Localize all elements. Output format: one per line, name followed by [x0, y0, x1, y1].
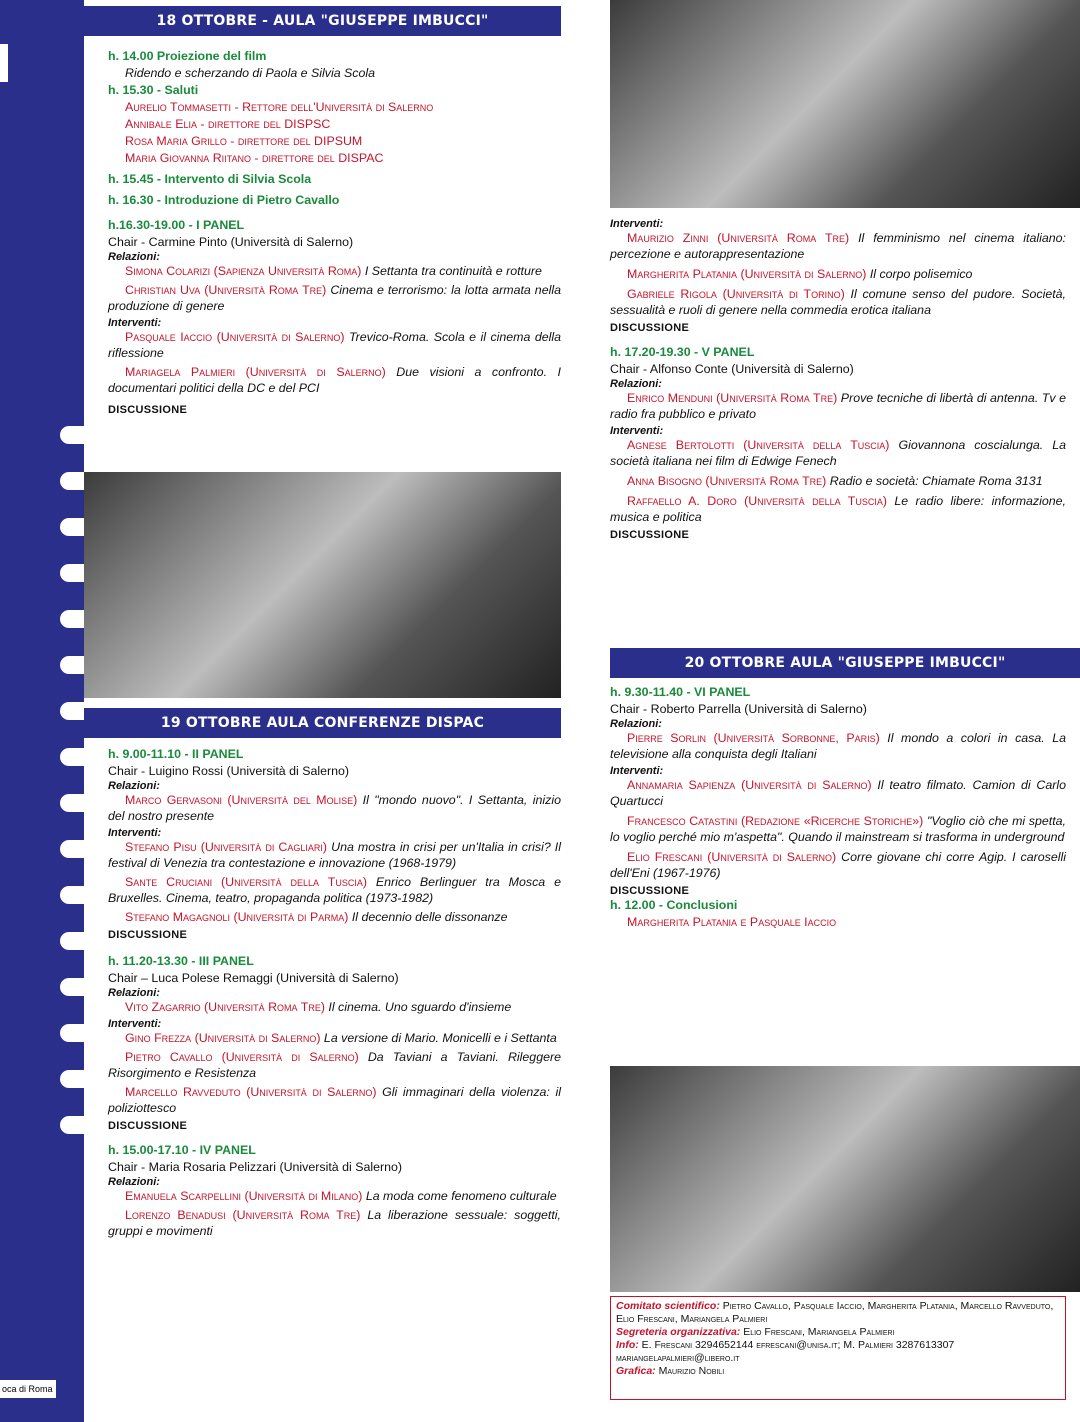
panel-chair: Chair - Carmine Pinto (Università di Salerno)	[108, 235, 354, 249]
binder-ring	[60, 1070, 84, 1088]
binder-ring	[60, 886, 84, 904]
speaker-name: Raffaello A. Doro (Università della Tuscia)	[627, 494, 887, 508]
time-slot: h.16.30-19.00 - I PANEL	[108, 218, 245, 232]
section-label: Interventi:	[108, 827, 162, 839]
discussion-label: DISCUSSIONE	[610, 529, 690, 541]
talk-title: Gli immaginari della violenza: il poliziottesco	[108, 1085, 561, 1115]
section-label: Relazioni:	[108, 251, 160, 263]
speaker-name: Vito Zagarrio (Università Roma Tre)	[125, 1000, 325, 1014]
speaker-name: Gino Frezza (Università di Salerno)	[125, 1031, 321, 1045]
day1-header: 18 OTTOBRE - AULA "GIUSEPPE IMBUCCI"	[84, 6, 561, 36]
binder-ring	[60, 656, 84, 674]
discussion-label: DISCUSSIONE	[610, 885, 690, 897]
day2-section	[84, 708, 561, 1239]
section-label: Interventi:	[610, 218, 664, 230]
time-slot: h. 9.30-11.40 - VI PANEL	[610, 685, 751, 699]
saluti-item: Annibale Elia - direttore del DISPSC	[125, 117, 331, 131]
credits-value: Elio Frescani, Mariangela Palmieri	[743, 1326, 895, 1338]
speaker-name: Emanuela Scarpellini (Università di Milano)	[125, 1189, 363, 1203]
saluti-item: Maria Giovanna Riitano - direttore del DISPAC	[125, 151, 384, 165]
binder-ring	[60, 426, 84, 444]
binder-ring	[60, 840, 84, 858]
film-still-photo	[610, 0, 1080, 208]
talk-title: Radio e società: Chiamate Roma 3131	[829, 474, 1043, 488]
sidebar-tab	[0, 44, 8, 82]
speaker-name: Marcello Ravveduto (Università di Salerno)	[125, 1085, 377, 1099]
talk-title: Trevico-Roma. Scola e il cinema della riflessione	[108, 330, 562, 360]
talk-title: Cinema e terrorismo: la lotta armata nella produzione di genere	[108, 283, 561, 313]
discussion-label: DISCUSSIONE	[108, 404, 188, 416]
speaker-name: Maurizio Zinni (Università Roma Tre)	[627, 231, 850, 245]
talk-title: Il "mondo nuovo". I Settanta, inizio del nostro presente	[108, 793, 561, 823]
credits-value: E. Frescani 3294652144 efrescani@unisa.it; M. Palmieri 3287613307 mariangelapalmieri@libero.it	[616, 1339, 955, 1364]
talk-title: "Voglio ciò che mi spetta, lo voglio perché mio m'aspetta". Quando il mainstream si trasforma in underground	[610, 814, 1066, 844]
talk-title: Due visioni a confronto. I documentari politici della DC e del PCI	[108, 365, 561, 395]
credits-key: Grafica:	[616, 1365, 656, 1377]
time-slot: h. 11.20-13.30 - III PANEL	[108, 954, 254, 968]
speaker-name: Francesco Catastini (Redazione «Ricerche Storiche»)	[627, 814, 924, 828]
binder-ring	[60, 1116, 84, 1134]
discussion-label: DISCUSSIONE	[108, 1120, 188, 1132]
panel-chair: Chair - Maria Rosaria Pelizzari (Università di Salerno)	[108, 1160, 403, 1174]
speaker-name: Gabriele Rigola (Università di Torino)	[627, 287, 845, 301]
speaker-name: Elio Frescani (Università di Salerno)	[627, 850, 837, 864]
speaker-name: Sante Cruciani (Università della Tuscia)	[125, 875, 367, 889]
speaker-name: Annamaria Sapienza (Università di Salerno)	[627, 778, 872, 792]
talk-title: Il decennio delle dissonanze	[351, 910, 508, 924]
time-slot: h. 15.45 - Intervento di Silvia Scola	[108, 172, 312, 186]
speaker-name: Stefano Magagnoli (Università di Parma)	[125, 910, 349, 924]
section-label: Interventi:	[108, 1018, 162, 1030]
time-slot: h. 17.20-19.30 - V PANEL	[610, 345, 755, 359]
binder-ring	[60, 978, 84, 996]
discussion-label: DISCUSSIONE	[108, 929, 188, 941]
conclusion-speakers: Margherita Platania e Pasquale Iaccio	[627, 915, 837, 929]
credits-value: Pietro Cavallo, Pasquale Iaccio, Margherita Platania, Marcello Ravveduto, Elio Frescani, Mariangela Palmieri	[616, 1300, 1054, 1325]
talk-title: Il corpo polisemico	[869, 267, 973, 281]
time-slot: h. 14.00 Proiezione del film	[108, 49, 267, 63]
film-still-photo	[610, 1066, 1080, 1292]
binder-ring	[60, 1024, 84, 1042]
section-label: Interventi:	[610, 765, 664, 777]
sidebar-stamp: oca di Roma	[0, 1380, 56, 1398]
panel-chair: Chair – Luca Polese Remaggi (Università di Salerno)	[108, 971, 399, 985]
time-slot: h. 15.00-17.10 - IV PANEL	[108, 1143, 256, 1157]
talk-title: Da Taviani a Taviani. Rileggere Risorgimento e Resistenza	[108, 1050, 561, 1080]
panel-chair: Chair - Alfonso Conte (Università di Salerno)	[610, 362, 854, 376]
section-label: Relazioni:	[108, 780, 160, 792]
talk-title: Giovannona coscialunga. La società italiana nei film di Edwige Fenech	[610, 438, 1066, 468]
speaker-name: Lorenzo Benadusi (Università Roma Tre)	[125, 1208, 361, 1222]
speaker-name: Anna Bisogno (Università Roma Tre)	[627, 474, 827, 488]
section-label: Interventi:	[108, 317, 162, 329]
talk-title: Il comune senso del pudore. Società, sessualità e ruoli di genere nella commedia erotica italiana	[610, 287, 1066, 317]
talk-title: I Settanta tra continuità e rotture	[364, 264, 542, 278]
speaker-name: Pasquale Iaccio (Università di Salerno)	[125, 330, 345, 344]
saluti-item: Rosa Maria Grillo - direttore del DIPSUM	[125, 134, 363, 148]
film-title: Ridendo e scherzando di Paola e Silvia Scola	[125, 66, 376, 80]
binder-ring	[60, 518, 84, 536]
talk-title: Prove tecniche di libertà di antenna. Tv e radio fra pubblico e privato	[610, 391, 1066, 421]
discussion-label: DISCUSSIONE	[610, 322, 690, 334]
talk-title: La moda come fenomeno culturale	[365, 1189, 557, 1203]
binder-ring	[60, 610, 84, 628]
talk-title: Una mostra in crisi per un'Italia in crisi? Il festival di Venezia tra contestazione e innovazione (1968-1979)	[108, 840, 561, 870]
day3-header: 20 OTTOBRE AULA "GIUSEPPE IMBUCCI"	[610, 648, 1080, 678]
credits-key: Info:	[616, 1339, 639, 1351]
talk-title: Le radio libere: informazione, musica e politica	[610, 494, 1066, 524]
time-slot: h. 16.30 - Introduzione di Pietro Cavallo	[108, 193, 340, 207]
speaker-name: Pietro Cavallo (Università di Salerno)	[125, 1050, 359, 1064]
panel-chair: Chair - Roberto Parrella (Università di Salerno)	[610, 702, 867, 716]
speaker-name: Christian Uva (Università Roma Tre)	[125, 283, 327, 297]
talk-title: La versione di Mario. Monicelli e i Settanta	[323, 1031, 557, 1045]
panel-chair: Chair - Luigino Rossi (Università di Salerno)	[108, 764, 350, 778]
section-label: Relazioni:	[108, 1176, 160, 1188]
speaker-name: Simona Colarizi (Sapienza Università Roma)	[125, 264, 362, 278]
speaker-name: Stefano Pisu (Università di Cagliari)	[125, 840, 328, 854]
speaker-name: Pierre Sorlin (Università Sorbonne, Paris)	[627, 731, 880, 745]
binder-ring	[60, 748, 84, 766]
day3-section	[610, 648, 1080, 931]
time-slot: h. 15.30 - Saluti	[108, 83, 199, 97]
talk-title: Enrico Berlinguer tra Mosca e Bruxelles. Cinema, teatro, propaganda politica (1973-1982)	[108, 875, 561, 905]
talk-title: Il femminismo nel cinema italiano: percezione e autorappresentazione	[610, 231, 1066, 261]
speaker-name: Agnese Bertolotti (Università della Tuscia)	[627, 438, 890, 452]
section-label: Relazioni:	[610, 378, 662, 390]
talk-title: Il cinema. Uno sguardo d'insieme	[328, 1000, 512, 1014]
speaker-name: Enrico Menduni (Università Roma Tre)	[627, 391, 838, 405]
talk-title: Il mondo a colori in casa. La televisione alla conquista degli Italiani	[610, 731, 1066, 761]
binder-ring	[60, 472, 84, 490]
talk-title: Il teatro filmato. Camion di Carlo Quartucci	[610, 778, 1066, 808]
credits-box	[610, 1296, 1066, 1400]
day2-header: 19 OTTOBRE AULA CONFERENZE DISPAC	[84, 708, 561, 738]
talk-title: La liberazione sessuale: soggetti, gruppi e movimenti	[108, 1208, 561, 1238]
credits-value: Maurizio Nobili	[658, 1365, 725, 1377]
binder-ring	[60, 564, 84, 582]
film-still-photo	[84, 472, 561, 698]
credits-key: Segreteria organizzativa:	[616, 1326, 741, 1338]
saluti-item: Aurelio Tommasetti - Rettore dell'Università di Salerno	[125, 100, 434, 114]
speaker-name: Margherita Platania (Università di Salerno)	[627, 267, 867, 281]
section-label: Relazioni:	[610, 718, 662, 730]
day1-section	[84, 6, 561, 416]
speaker-name: Marco Gervasoni (Università del Molise)	[125, 793, 358, 807]
time-slot: h. 9.00-11.10 - II PANEL	[108, 747, 244, 761]
binder-ring	[60, 932, 84, 950]
binder-ring	[60, 702, 84, 720]
day2-afternoon-section	[610, 218, 1066, 541]
speaker-name: Mariagela Palmieri (Università di Salerno)	[125, 365, 386, 379]
section-label: Interventi:	[610, 425, 664, 437]
binder-ring	[60, 794, 84, 812]
talk-title: Corre giovane chi corre Agip. I caroselli dell'Eni (1967-1976)	[610, 850, 1066, 880]
section-label: Relazioni:	[108, 987, 160, 999]
time-slot: h. 12.00 - Conclusioni	[610, 898, 738, 912]
credits-key: Comitato scientifico:	[616, 1300, 720, 1312]
